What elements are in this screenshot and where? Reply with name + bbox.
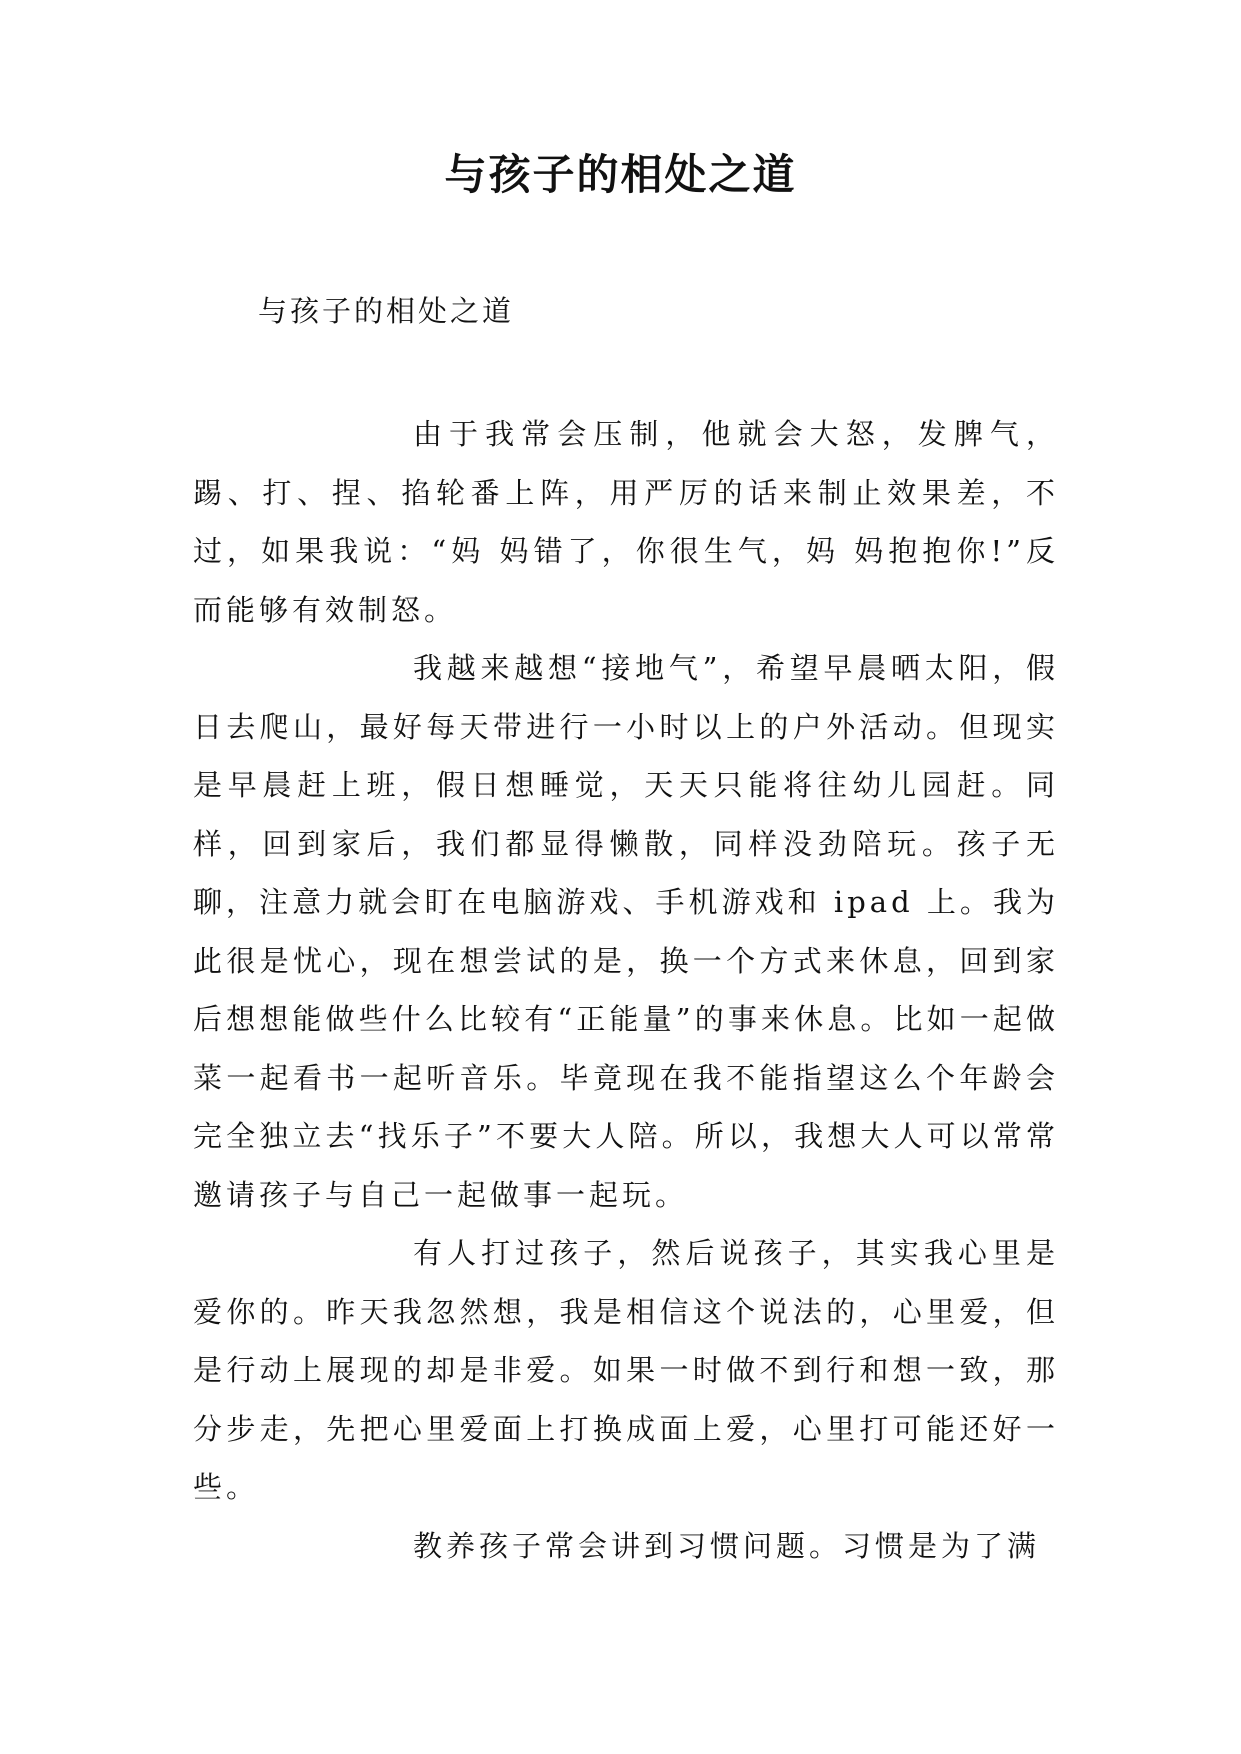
document-body	[193, 405, 1059, 1575]
paragraph-3: 有人打过孩子，然后说孩子，其实我心里是爱你的。昨天我忽然想，我是相信这个说法的，心里爱，但是行动上展现的却是非爱。如果一时做不到行和想一致，那分步走，先把心里爱面上打换成面上爱，心里打可能还好一些。	[193, 1236, 1059, 1504]
paragraph-4: 教养孩子常会讲到习惯问题。习惯是为了满	[413, 1528, 1041, 1563]
paragraph-1: 由于我常会压制，他就会大怒，发脾气，踢、打、捏、掐轮番上阵，用严厉的话来制止效果差，不过，如果我说：“妈 妈错了，你很生气，妈 妈抱抱你!”反而能够有效制怒。	[193, 417, 1059, 627]
paragraph-2: 我越来越想“接地气”，希望早晨晒太阳，假日去爬山，最好每天带进行一小时以上的户外活动。但现实是早晨赶上班，假日想睡觉，天天只能将往幼儿园赶。同样，回到家后，我们都显得懒散，同样没劲陪玩。孩子无聊，注意力就会盯在电脑游戏、手机游戏和 ipad 上。我为此很是忧心，现在想尝试的是，换一个方式来休息，回到家后想想能做些什么比较有“正能量”的事来休息。比如一起做菜一起看书一起听音乐。毕竟现在我不能指望这么个年龄会完全独立去“找乐子”不要大人陪。所以，我想大人可以常常邀请孩子与自己一起做事一起玩。	[193, 651, 1059, 1212]
document-title: 与孩子的相处之道	[444, 150, 797, 199]
document-subtitle: 与孩子的相处之道	[258, 294, 515, 328]
